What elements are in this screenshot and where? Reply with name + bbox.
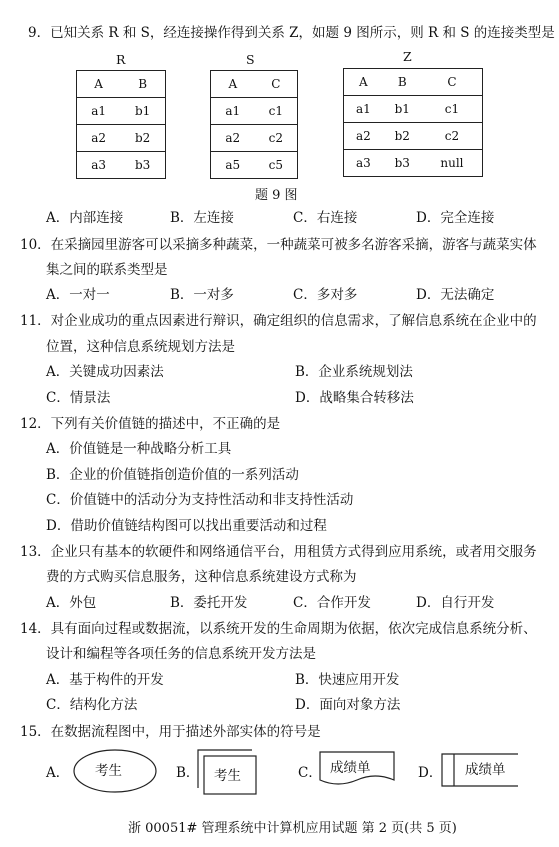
table-cell: a3 [344,150,383,177]
table-cell: a5 [211,152,255,179]
q10-stem-line1: 10．在采摘园里游客可以采摘多种蔬菜，一种蔬菜可被多名游客采摘，游客与蔬菜实体 [20,237,537,253]
table-cell: b3 [120,152,165,179]
q10-option-c: C．多对多 [293,287,358,303]
table-cell: b1 [120,98,165,125]
table-cell: C [271,77,281,91]
q14-option-b: B．快速应用开发 [295,672,400,688]
q12-stem: 12．下列有关价值链的描述中，不正确的是 [20,416,281,432]
table-cell: b2 [383,123,422,150]
q12-option-a: A．价值链是一种战略分析工具 [46,441,232,457]
q11-stem-line1: 11．对企业成功的重点因素进行辩识，确定组织的信息需求，了解信息系统在企业中的 [20,313,537,329]
q9-option-a: A．内部连接 [46,210,124,226]
table-cell: b3 [383,150,422,177]
page-footer: 浙 00051# 管理系统中计算机应用试题 第 2 页(共 5 页) [128,821,457,836]
symbol-c-label: 成绩单 [330,760,371,776]
table-cell: a2 [211,125,255,152]
q12-option-b: B．企业的价值链指创造价值的一系列活动 [46,467,299,483]
table-cell: c2 [255,125,298,152]
q15-option-b-letter: B． [176,765,200,781]
table-cell: C [447,75,457,89]
q14-stem-line1: 14．具有面向过程或数据流，以系统开发的生命周期为依据，依次完成信息系统分析、 [20,621,537,637]
q11-option-d: D．战略集合转移法 [295,390,414,406]
table-cell: a2 [344,123,383,150]
q13-option-b: B．委托开发 [170,595,248,611]
q10-option-d: D．无法确定 [416,287,495,303]
q13-stem-line1: 13．企业只有基本的软硬件和网络通信平台，用租赁方式得到应用系统，或者用交服务 [20,544,537,560]
table-cell: A [359,75,368,89]
q14-stem-line2: 设计和编程等各项任务的信息系统开发方法是 [46,646,316,662]
symbol-b-label: 考生 [214,768,241,784]
q15-option-c-letter: C． [298,765,322,781]
q13-option-c: C．合作开发 [293,595,371,611]
q13-option-a: A．外包 [46,595,97,611]
q15-option-d-letter: D． [418,765,443,781]
table-s-name: S [246,52,255,67]
figure-caption: 题 9 图 [255,188,298,203]
q10-option-a: A．一对一 [46,287,110,303]
q9-stem: 9．已知关系 R 和 S，经连接操作得到关系 Z，如题 9 图所示，则 R 和 S 的连接类型是 [28,25,555,41]
q11-option-c: C．情景法 [46,390,111,406]
table-r-name: R [116,52,126,67]
q14-option-a: A．基于构件的开发 [46,672,164,688]
q11-stem-line2: 位置，这种信息系统规划方法是 [46,339,235,355]
q11-option-b: B．企业系统规划法 [295,364,413,380]
table-cell: c1 [422,96,483,123]
symbol-d-label: 成绩单 [465,762,506,778]
relation-r-table [76,70,166,179]
q13-option-d: D．自行开发 [416,595,495,611]
q10-stem-line2: 集之间的联系类型是 [46,262,168,278]
table-cell: a3 [77,152,121,179]
table-cell: c5 [255,152,298,179]
q12-option-d: D．借助价值链结构图可以找出重要活动和过程 [46,518,327,534]
table-cell: c1 [255,98,298,125]
table-cell: B [138,77,148,91]
q10-option-b: B．一对多 [170,287,234,303]
table-cell: null [422,150,483,177]
table-cell: b1 [383,96,422,123]
table-cell: c2 [422,123,483,150]
q12-option-c: C．价值链中的活动分为支持性活动和非支持性活动 [46,492,354,508]
table-z-name: Z [403,49,412,64]
table-cell: a1 [344,96,383,123]
q11-option-a: A．关键成功因素法 [46,364,164,380]
table-cell: b2 [120,125,165,152]
table-cell: a1 [77,98,121,125]
table-cell: A [94,77,103,91]
relation-s-table [210,70,298,179]
q9-option-d: D．完全连接 [416,210,495,226]
q14-option-c: C．结构化方法 [46,697,138,713]
table-cell: B [397,75,407,89]
q9-option-c: C．右连接 [293,210,358,226]
table-cell: a1 [211,98,255,125]
symbol-a-label: 考生 [95,763,122,779]
table-cell: A [228,77,238,91]
table-cell: a2 [77,125,121,152]
q14-option-d: D．面向对象方法 [295,697,401,713]
q13-stem-line2: 费的方式购买信息服务，这种信息系统建设方式称为 [46,569,357,585]
relation-z-table [343,68,483,177]
q15-option-a-letter: A． [46,765,70,781]
q9-option-b: B．左连接 [170,210,234,226]
q15-stem: 15．在数据流程图中，用于描述外部实体的符号是 [20,724,321,740]
